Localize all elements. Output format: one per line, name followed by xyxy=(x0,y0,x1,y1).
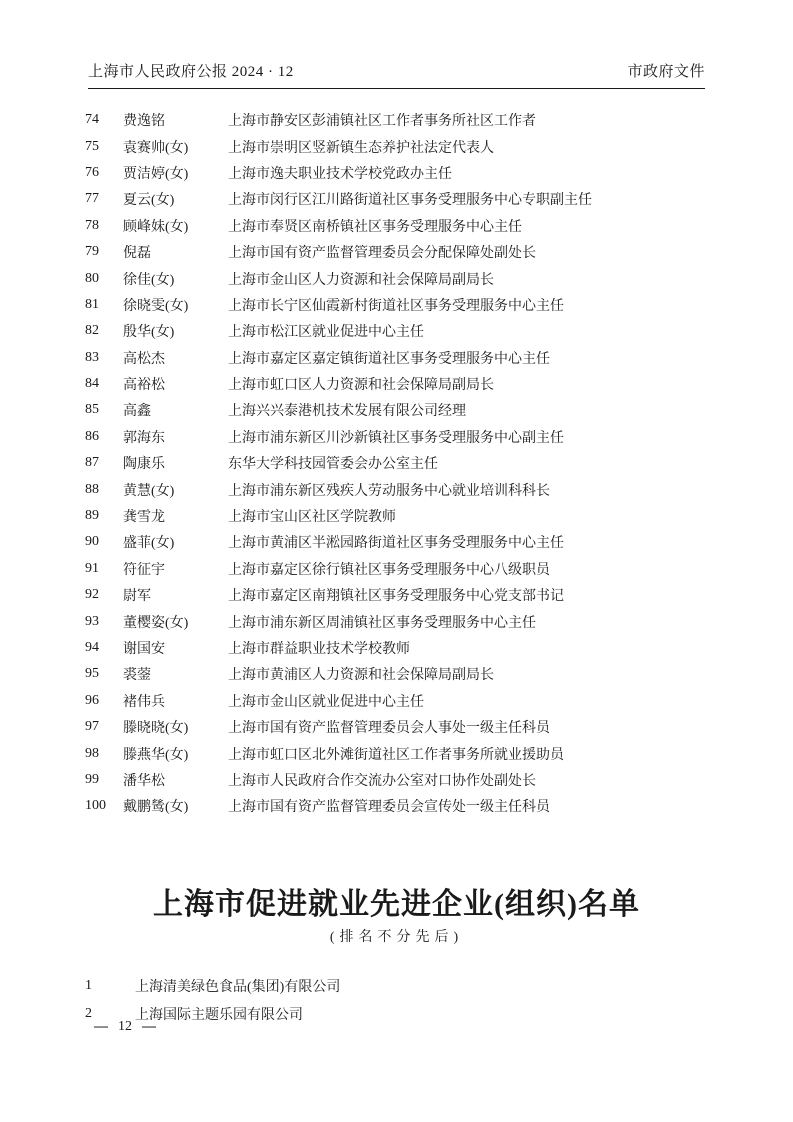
honoree-number: 83 xyxy=(85,349,99,365)
honoree-number: 78 xyxy=(85,217,99,233)
honoree-description: 上海兴兴泰港机技术发展有限公司经理 xyxy=(228,404,466,420)
honoree-row xyxy=(85,292,738,318)
honoree-row xyxy=(85,186,738,212)
section-subtitle: (排名不分先后) xyxy=(329,930,464,945)
honoree-description: 上海市人民政府合作交流办公室对口协作处副处长 xyxy=(228,773,536,789)
honoree-row xyxy=(85,213,738,239)
honoree-description: 东华大学科技园管委会办公室主任 xyxy=(228,457,438,473)
honoree-description: 上海市松江区就业促进中心主任 xyxy=(228,325,424,341)
honoree-description: 上海市宝山区社区学院教师 xyxy=(228,510,396,526)
honoree-name: 盛菲(女) xyxy=(123,536,175,552)
honoree-row xyxy=(85,556,738,582)
footer-dash-right: — xyxy=(142,1019,156,1034)
honoree-number: 92 xyxy=(85,587,99,603)
honoree-row xyxy=(85,635,738,661)
honoree-description: 上海市浦东新区周浦镇社区事务受理服务中心主任 xyxy=(228,615,536,631)
honoree-row xyxy=(85,767,738,793)
gazette-title: 上海市人民政府公报 2024 · 12 xyxy=(88,64,294,80)
honoree-row xyxy=(85,397,738,423)
header-rule xyxy=(88,88,705,89)
honoree-row xyxy=(85,688,738,714)
honoree-number: 93 xyxy=(85,613,99,629)
honoree-name: 徐晓雯(女) xyxy=(123,298,189,314)
honoree-number: 85 xyxy=(85,402,99,418)
honoree-row xyxy=(85,476,738,502)
honoree-number: 82 xyxy=(85,323,99,339)
org-name: 上海国际主题乐园有限公司 xyxy=(135,1008,303,1023)
honoree-number: 76 xyxy=(85,164,99,180)
honoree-number: 79 xyxy=(85,244,99,260)
honoree-name: 夏云(女) xyxy=(123,193,175,209)
honoree-row xyxy=(85,107,738,133)
honoree-row xyxy=(85,345,738,371)
honoree-name: 黄慧(女) xyxy=(123,483,175,499)
honoree-description: 上海市虹口区北外滩街道社区工作者事务所就业援助员 xyxy=(228,747,564,763)
honoree-number: 86 xyxy=(85,428,99,444)
org-number: 1 xyxy=(85,978,92,993)
honoree-number: 97 xyxy=(85,719,99,735)
honoree-number: 91 xyxy=(85,560,99,576)
honoree-description: 上海市群益职业技术学校教师 xyxy=(228,642,410,657)
honoree-name: 高鑫 xyxy=(123,404,151,420)
honoree-description: 上海市静安区彭浦镇社区工作者事务所社区工作者 xyxy=(228,114,536,130)
honoree-number: 89 xyxy=(85,508,99,524)
honoree-number: 74 xyxy=(85,112,99,128)
honoree-name: 贾洁婷(女) xyxy=(123,166,189,182)
honoree-description: 上海市嘉定区南翔镇社区事务受理服务中心党支部书记 xyxy=(228,589,564,605)
running-head xyxy=(88,60,705,81)
honoree-description: 上海市浦东新区川沙新镇社区事务受理服务中心副主任 xyxy=(228,430,564,446)
honoree-row xyxy=(85,661,738,687)
org-row xyxy=(85,1000,738,1028)
honoree-description: 上海市浦东新区残疾人劳动服务中心就业培训科科长 xyxy=(228,483,550,499)
honoree-description: 上海市嘉定区嘉定镇街道社区事务受理服务中心主任 xyxy=(228,351,550,367)
honoree-name: 滕燕华(女) xyxy=(123,747,189,763)
honoree-name: 费逸铭 xyxy=(123,114,165,130)
honoree-name: 董樱姿(女) xyxy=(123,615,189,631)
honoree-name: 符征宇 xyxy=(123,562,165,578)
honoree-row xyxy=(85,265,738,291)
honoree-description: 上海市金山区就业促进中心主任 xyxy=(228,694,424,710)
honoree-description: 上海市国有资产监督管理委员会分配保障处副处长 xyxy=(228,246,536,262)
honoree-row xyxy=(85,318,738,344)
honoree-name: 裘蓥 xyxy=(123,668,151,684)
org-number: 2 xyxy=(85,1006,92,1021)
honoree-name: 谢国安 xyxy=(123,642,165,657)
honoree-row xyxy=(85,793,738,819)
honoree-row xyxy=(85,239,738,265)
honoree-name: 高裕松 xyxy=(123,378,165,394)
honoree-name: 潘华松 xyxy=(123,773,165,789)
honoree-name: 顾峰妹(女) xyxy=(123,219,189,235)
honoree-description: 上海市虹口区人力资源和社会保障局副局长 xyxy=(228,378,494,394)
honoree-name: 袁赛帅(女) xyxy=(123,140,189,156)
honoree-number: 98 xyxy=(85,745,99,761)
org-list xyxy=(85,972,738,1028)
honoree-description: 上海市金山区人力资源和社会保障局副局长 xyxy=(228,272,494,288)
honoree-number: 80 xyxy=(85,270,99,286)
honoree-description: 上海市奉贤区南桥镇社区事务受理服务中心主任 xyxy=(228,219,522,235)
honoree-number: 99 xyxy=(85,771,99,787)
honoree-row xyxy=(85,160,738,186)
honoree-name: 郭海东 xyxy=(123,430,165,446)
section-title: 上海市促进就业先进企业(组织)名单 xyxy=(153,888,640,921)
honoree-description: 上海市长宁区仙霞新村街道社区事务受理服务中心主任 xyxy=(228,298,564,314)
honoree-name: 徐佳(女) xyxy=(123,272,175,288)
honoree-number: 95 xyxy=(85,666,99,682)
honoree-number: 81 xyxy=(85,296,99,312)
honoree-name: 殷华(女) xyxy=(123,325,175,341)
honoree-number: 77 xyxy=(85,191,99,207)
honoree-name: 褚伟兵 xyxy=(123,694,165,710)
footer-dash-left: — xyxy=(94,1019,108,1034)
honoree-description: 上海市崇明区竖新镇生态养护社法定代表人 xyxy=(228,140,494,156)
honoree-name: 戴鹏鸶(女) xyxy=(123,800,189,816)
honoree-row xyxy=(85,740,738,766)
honoree-description: 上海市国有资产监督管理委员会宣传处一级主任科员 xyxy=(228,800,550,816)
org-row xyxy=(85,972,738,1000)
honoree-description: 上海市嘉定区徐行镇社区事务受理服务中心八级职员 xyxy=(228,562,550,578)
honoree-row xyxy=(85,608,738,634)
honoree-name: 龚雪龙 xyxy=(123,510,165,526)
honoree-row xyxy=(85,529,738,555)
honoree-row xyxy=(85,424,738,450)
honoree-number: 96 xyxy=(85,692,99,708)
honoree-list xyxy=(85,107,738,820)
honoree-description: 上海市闵行区江川路街道社区事务受理服务中心专职副主任 xyxy=(228,193,592,209)
honoree-number: 75 xyxy=(85,138,99,154)
page-footer xyxy=(94,1019,156,1035)
honoree-number: 100 xyxy=(85,798,106,814)
honoree-row xyxy=(85,714,738,740)
honoree-number: 94 xyxy=(85,640,99,655)
honoree-row xyxy=(85,450,738,476)
honoree-description: 上海市黄浦区半淞园路街道社区事务受理服务中心主任 xyxy=(228,536,564,552)
honoree-name: 高松杰 xyxy=(123,351,165,367)
honoree-name: 滕晓晓(女) xyxy=(123,721,189,737)
honoree-name: 倪磊 xyxy=(123,246,151,262)
document-category: 市政府文件 xyxy=(627,64,705,80)
org-name: 上海清美绿色食品(集团)有限公司 xyxy=(135,980,341,995)
honoree-number: 90 xyxy=(85,534,99,550)
honoree-description: 上海市逸夫职业技术学校党政办主任 xyxy=(228,166,452,182)
page-number: 12 xyxy=(118,1019,132,1034)
honoree-row xyxy=(85,582,738,608)
honoree-description: 上海市黄浦区人力资源和社会保障局副局长 xyxy=(228,668,494,684)
honoree-number: 84 xyxy=(85,376,99,392)
honoree-name: 尉军 xyxy=(123,589,151,605)
honoree-description: 上海市国有资产监督管理委员会人事处一级主任科员 xyxy=(228,721,550,737)
honoree-name: 陶康乐 xyxy=(123,457,165,473)
honoree-number: 88 xyxy=(85,481,99,497)
honoree-row xyxy=(85,503,738,529)
honoree-number: 87 xyxy=(85,455,99,471)
honoree-row xyxy=(85,371,738,397)
honoree-row xyxy=(85,133,738,159)
